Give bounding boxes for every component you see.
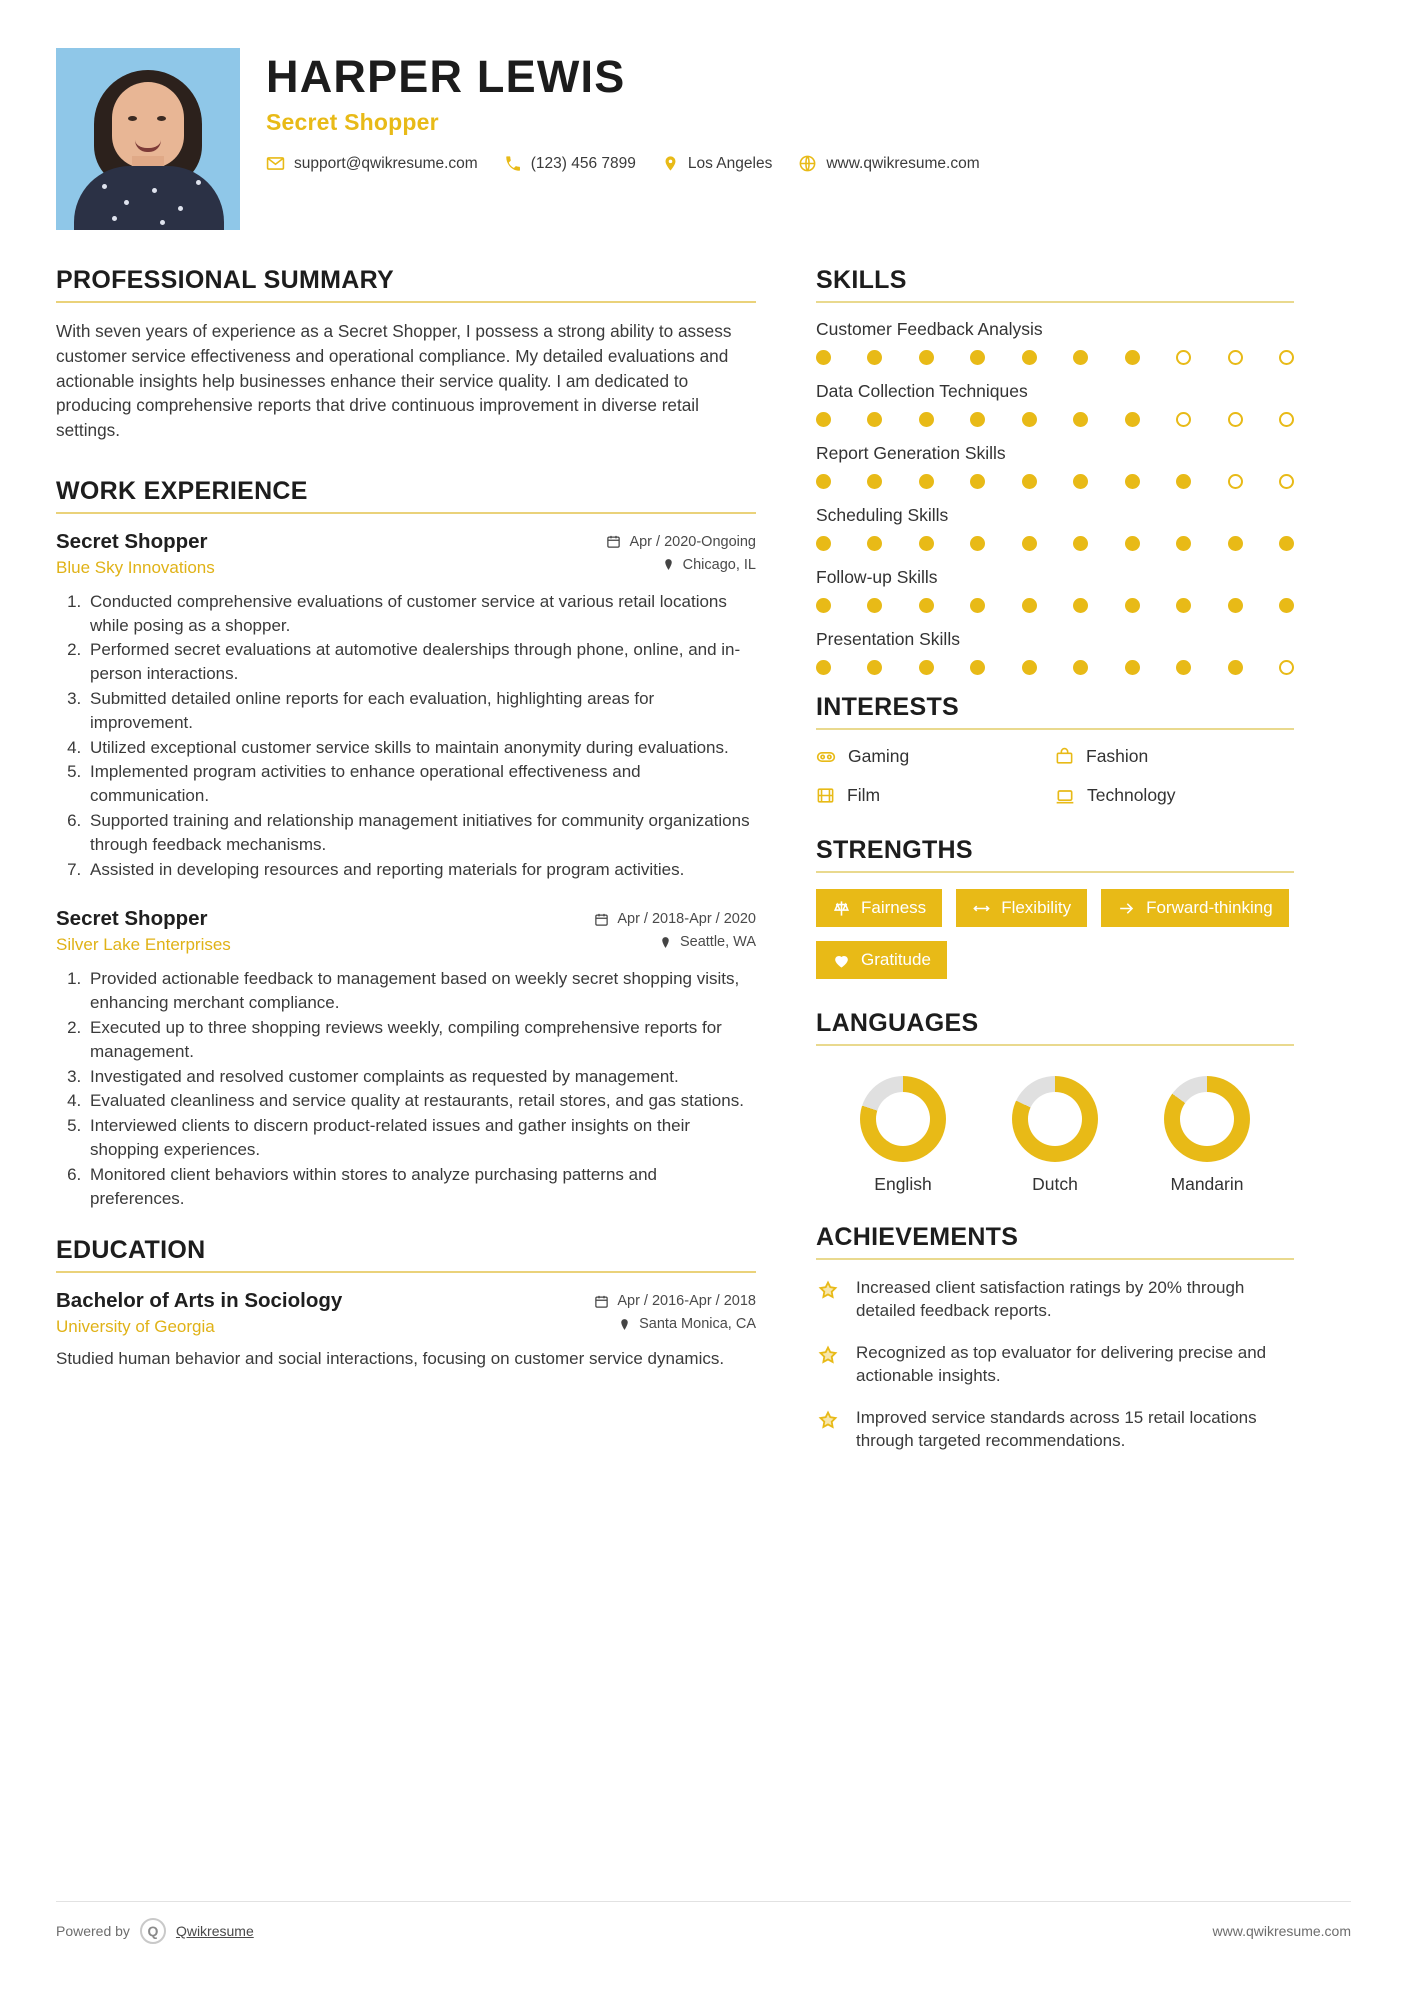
left-column (56, 266, 794, 1471)
strength-chip-flexibility (956, 889, 1087, 927)
page-title: HARPER LEWIS (266, 51, 626, 102)
skill-rating (816, 598, 1294, 613)
job-location-text: Chicago, IL (682, 556, 756, 573)
achievement-text: Recognized as top evaluator for delivering precise and actionable insights. (856, 1342, 1267, 1386)
job-company: Blue Sky Innovations (56, 557, 215, 577)
job-location-text: Seattle, WA (679, 934, 756, 951)
film-icon (816, 786, 835, 805)
email-icon (266, 154, 285, 173)
contact-website[interactable] (798, 154, 979, 173)
section-title-summary: PROFESSIONAL SUMMARY (56, 266, 394, 294)
arrow-right-icon (1117, 899, 1136, 918)
language-item (828, 1076, 978, 1195)
list-item: 6. Supported training and relationship management initiatives for community organizations through feedback mechanisms. (86, 809, 756, 857)
divider (56, 301, 756, 303)
qwikresume-logo-icon: Q (140, 1918, 166, 1944)
language-progress-ring (860, 1076, 946, 1162)
skill-item (816, 629, 1294, 675)
list-item: 3. Investigated and resolved customer complaints as requested by management. (86, 1065, 756, 1089)
avatar (56, 48, 240, 230)
skill-item (816, 319, 1294, 365)
language-item (980, 1076, 1130, 1195)
section-title-work: WORK EXPERIENCE (56, 476, 308, 505)
strength-label: Gratitude (861, 950, 931, 969)
divider (816, 301, 1294, 303)
job-company: Silver Lake Enterprises (56, 935, 231, 955)
strength-label: Forward-thinking (1146, 898, 1273, 917)
divider (816, 728, 1294, 730)
work-entry (56, 530, 756, 882)
languages-list (816, 1062, 1294, 1195)
skill-item (816, 443, 1294, 489)
calendar-icon (594, 912, 609, 927)
skill-label: Follow-up Skills (816, 567, 938, 587)
education-description: Studied human behavior and social interactions, focusing on customer service dynamics. (56, 1349, 725, 1369)
heart-icon (832, 951, 851, 970)
contact-phone[interactable] (504, 155, 636, 173)
laptop-icon (1055, 786, 1075, 806)
list-item: 7. Assisted in developing resources and reporting materials for program activities. (86, 858, 756, 882)
job-role-subtitle: Secret Shopper (266, 109, 439, 135)
globe-icon (798, 154, 817, 173)
skill-rating (816, 474, 1294, 489)
star-badge-icon (816, 1341, 842, 1388)
scales-icon (832, 899, 851, 918)
summary-text: With seven years of experience as a Secret Shopper, I possess a strong ability to assess customer service effectiveness and operational compliance. My detailed evaluations and actionable insights help businesses enhance their service quality. I am dedicated to producing comprehensive reports that drive continuous improvement in diverse retail settings. (56, 321, 732, 441)
language-label: Dutch (1032, 1174, 1078, 1194)
list-item: 2. Executed up to three shopping reviews weekly, compiling comprehensive reports for management. (86, 1016, 756, 1064)
education-location-text: Santa Monica, CA (639, 1316, 756, 1333)
job-location (594, 934, 756, 950)
resume-header (56, 48, 1351, 230)
interest-label: Technology (1087, 785, 1176, 805)
contact-email-text: support@qwikresume.com (294, 154, 478, 172)
strength-label: Flexibility (1001, 898, 1072, 917)
job-dates-text: Apr / 2018-Apr / 2020 (617, 911, 756, 928)
gamepad-icon (816, 747, 836, 767)
skill-rating (816, 536, 1294, 551)
work-entry (56, 907, 756, 1210)
list-item: 2. Performed secret evaluations at automotive dealerships through phone, online, and in-person interactions. (86, 638, 756, 686)
handbag-icon (1055, 747, 1074, 766)
section-title-education: EDUCATION (56, 1236, 206, 1265)
achievement-text: Improved service standards across 15 retail locations through targeted recommendations. (856, 1407, 1257, 1451)
skill-label: Customer Feedback Analysis (816, 319, 1043, 339)
achievement-item (816, 1341, 1294, 1388)
list-item: 1. Provided actionable feedback to management based on weekly secret shopping visits, enhancing merchant compliance. (86, 967, 756, 1015)
job-bullets (56, 967, 756, 1210)
job-title: Secret Shopper (56, 907, 208, 931)
skill-label: Presentation Skills (816, 629, 960, 649)
interest-item (1055, 785, 1294, 806)
skill-item (816, 567, 1294, 613)
language-label: English (874, 1174, 932, 1194)
section-title-interests: INTERESTS (816, 693, 959, 721)
strength-chip-forward-thinking (1101, 889, 1289, 927)
list-item: 6. Monitored client behaviors within stores to analyze purchasing patterns and preferences. (86, 1163, 756, 1211)
skill-item (816, 505, 1294, 551)
section-title-achievements: ACHIEVEMENTS (816, 1223, 1019, 1251)
skill-label: Scheduling Skills (816, 505, 949, 525)
divider (816, 1044, 1294, 1046)
interest-label: Gaming (848, 746, 910, 766)
star-badge-icon (816, 1406, 842, 1453)
job-dates (594, 911, 756, 927)
divider (56, 512, 756, 514)
section-title-strengths: STRENGTHS (816, 836, 973, 864)
education-entry (56, 1289, 756, 1371)
interests-grid (816, 746, 1294, 806)
skill-rating (816, 412, 1294, 427)
calendar-icon (594, 1294, 609, 1309)
skill-label: Report Generation Skills (816, 443, 1006, 463)
list-item: 4. Utilized exceptional customer service skills to maintain anonymity during evaluations. (86, 736, 756, 760)
education-dates-text: Apr / 2016-Apr / 2018 (617, 1293, 756, 1310)
footer-website[interactable]: www.qwikresume.com (1212, 1923, 1351, 1939)
skill-rating (816, 350, 1294, 365)
education-dates (594, 1293, 756, 1309)
contact-location (662, 154, 772, 173)
interest-label: Film (847, 785, 881, 805)
interest-item (816, 746, 1055, 767)
divider (56, 1271, 756, 1273)
arrows-icon (972, 899, 991, 918)
interest-item (816, 785, 1055, 806)
powered-by (56, 1918, 254, 1944)
list-item: 3. Submitted detailed online reports for each evaluation, highlighting areas for improvement. (86, 687, 756, 735)
school-name: University of Georgia (56, 1317, 215, 1337)
phone-icon (504, 155, 522, 173)
section-title-languages: LANGUAGES (816, 1009, 979, 1037)
powered-by-label: Powered by (56, 1923, 130, 1939)
calendar-icon (606, 534, 621, 549)
language-progress-ring (1012, 1076, 1098, 1162)
contact-row (266, 154, 1351, 173)
brand-link[interactable]: Qwikresume (175, 1923, 254, 1939)
location-pin-icon (662, 557, 675, 572)
job-dates (606, 534, 756, 550)
achievement-item (816, 1276, 1294, 1323)
list-item: 4. Evaluated cleanliness and service quality at restaurants, retail stores, and gas stations. (86, 1089, 756, 1113)
achievement-text: Increased client satisfaction ratings by 20% through detailed feedback reports. (856, 1278, 1245, 1321)
achievement-item (816, 1406, 1294, 1453)
language-label: Mandarin (1170, 1174, 1244, 1194)
job-dates-text: Apr / 2020-Ongoing (629, 533, 756, 550)
list-item: 1. Conducted comprehensive evaluations of customer service at various retail locations while posing as a shopper. (86, 590, 756, 638)
job-bullets (56, 590, 756, 882)
language-item (1132, 1076, 1282, 1195)
list-item: 5. Implemented program activities to enhance operational effectiveness and communication. (86, 760, 756, 808)
strength-chip-gratitude (816, 941, 947, 979)
contact-phone-text: (123) 456 7899 (530, 154, 636, 172)
skill-label: Data Collection Techniques (816, 381, 1028, 401)
page-footer (56, 1901, 1351, 1944)
interest-label: Fashion (1086, 746, 1149, 766)
star-badge-icon (816, 1276, 842, 1323)
location-pin-icon (659, 935, 672, 950)
strengths-list (816, 889, 1294, 979)
language-progress-ring (1164, 1076, 1250, 1162)
location-pin-icon (618, 1317, 631, 1332)
contact-email[interactable] (266, 154, 478, 173)
divider (816, 1258, 1294, 1260)
section-title-skills: SKILLS (816, 266, 907, 294)
contact-location-text: Los Angeles (687, 154, 773, 172)
skill-rating (816, 660, 1294, 675)
job-location (606, 557, 756, 573)
location-pin-icon (662, 154, 679, 173)
degree-title: Bachelor of Arts in Sociology (56, 1289, 343, 1313)
contact-website-text: www.qwikresume.com (826, 154, 980, 172)
job-title: Secret Shopper (56, 529, 208, 553)
education-location (594, 1316, 756, 1332)
interest-item (1055, 746, 1294, 767)
skill-item (816, 381, 1294, 427)
right-column (794, 266, 1294, 1471)
divider (816, 871, 1294, 873)
strength-label: Fairness (861, 898, 927, 917)
list-item: 5. Interviewed clients to discern product-related issues and gather insights on their shopping experiences. (86, 1114, 756, 1162)
strength-chip-fairness (816, 889, 942, 927)
